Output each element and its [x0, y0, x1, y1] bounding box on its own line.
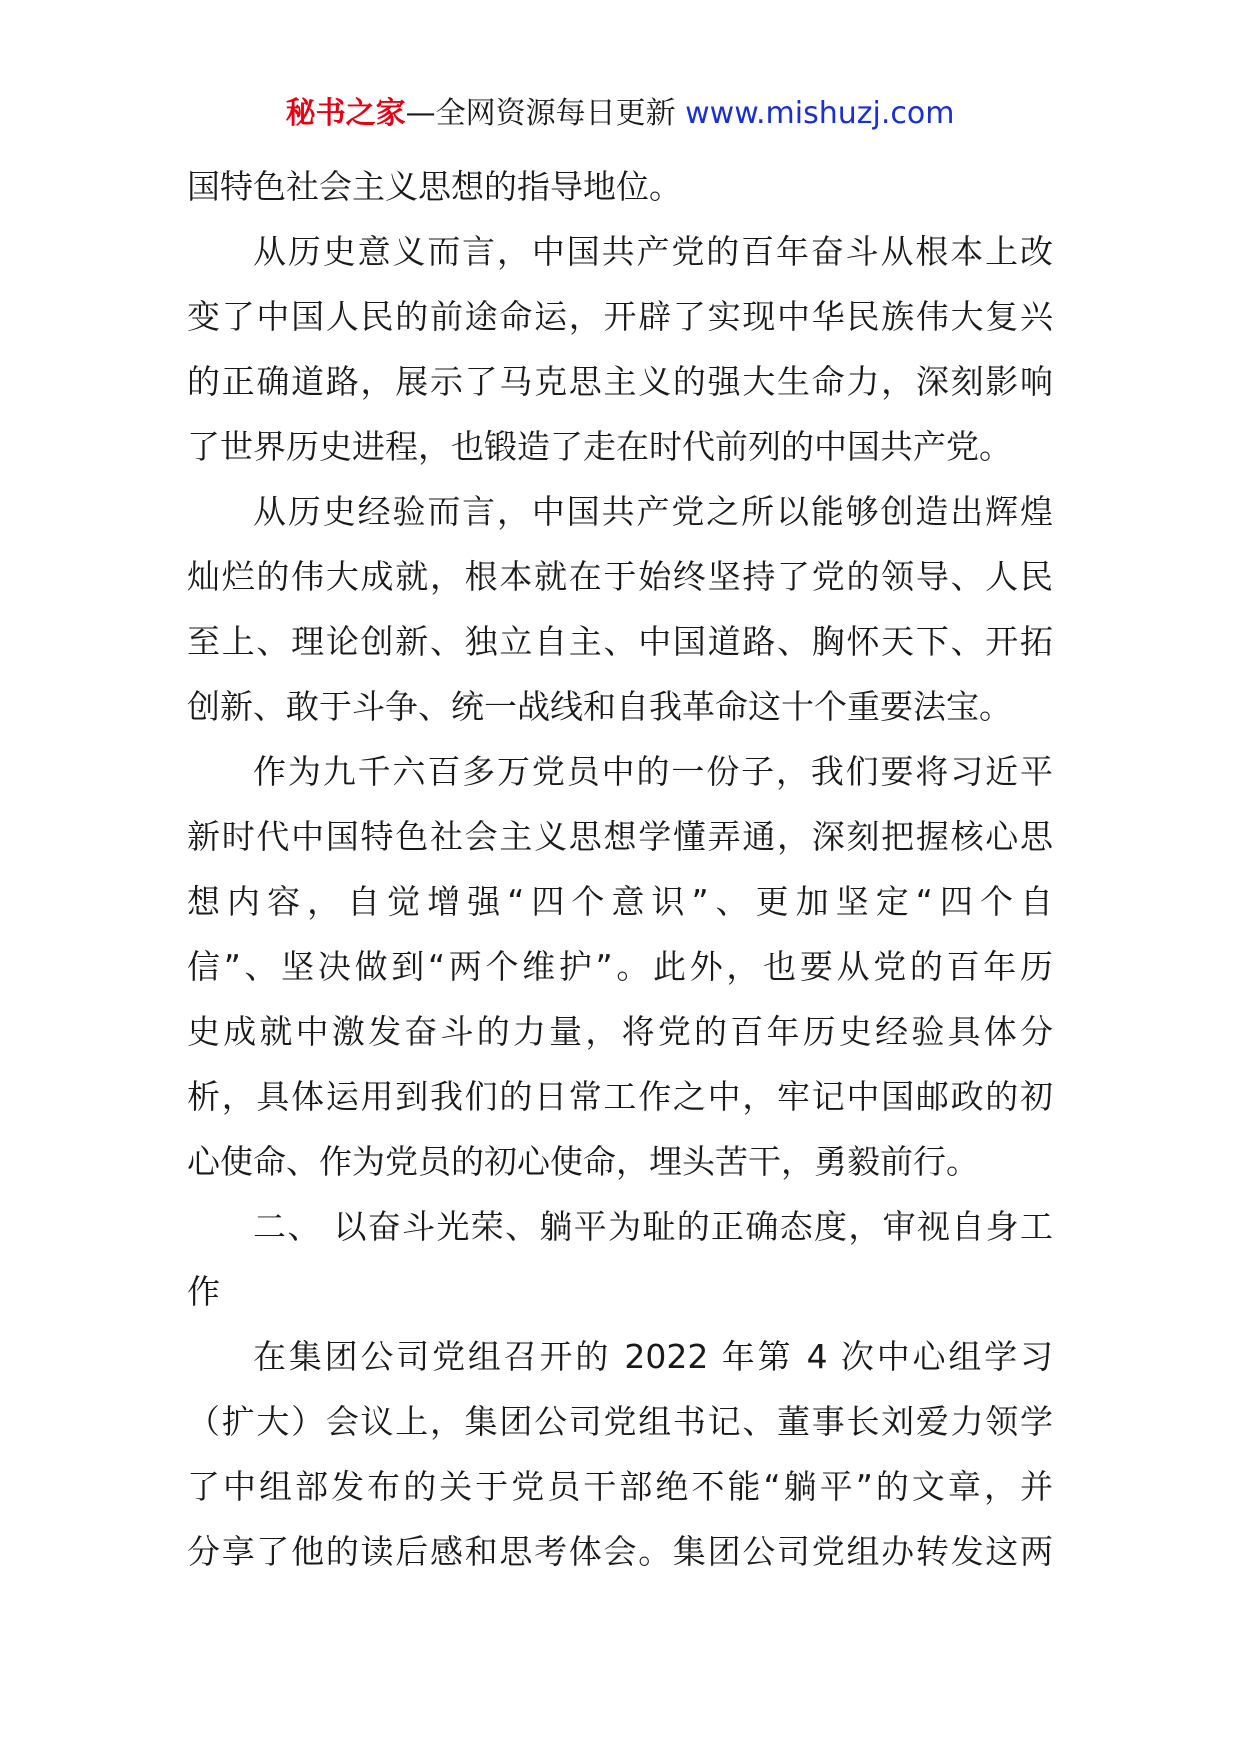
site-header: [0, 94, 1240, 134]
document-body: [187, 168, 1053, 1598]
text-line: 想内容，自觉增强“四个意识”、更加坚定“四个自: [187, 883, 1053, 921]
text-line: 了世界历史进程，也锻造了走在时代前列的中国共产党。: [187, 428, 1012, 466]
text-line: 的正确道路，展示了马克思主义的强大生命力，深刻影响: [187, 363, 1053, 401]
text-line: 至上、理论创新、独立自主、中国道路、胸怀天下、开拓: [187, 623, 1053, 661]
text-line: 分享了他的读后感和思考体会。集团公司党组办转发这两: [187, 1533, 1053, 1571]
brand-name: 秘书之家: [285, 96, 406, 131]
text-line: 在集团公司党组召开的 2022 年第 4 次中心组学习: [253, 1338, 1053, 1376]
text-line: （扩大）会议上，集团公司党组书记、董事长刘爱力领学: [187, 1403, 1053, 1441]
text-line: 信”、坚决做到“两个维护”。此外，也要从党的百年历: [187, 948, 1053, 986]
text-line: 新时代中国特色社会主义思想学懂弄通，深刻把握核心思: [187, 818, 1053, 856]
text-line: 二、 以奋斗光荣、躺平为耻的正确态度，审视自身工: [253, 1208, 1053, 1246]
text-line: 作为九千六百多万党员中的一份子，我们要将习近平: [253, 753, 1053, 791]
header-tagline: —全网资源每日更新: [405, 96, 676, 131]
text-line: 史成就中激发奋斗的力量，将党的百年历史经验具体分: [187, 1013, 1053, 1051]
text-line: 灿烂的伟大成就，根本就在于始终坚持了党的领导、人民: [187, 558, 1053, 596]
text-line: 析，具体运用到我们的日常工作之中，牢记中国邮政的初: [187, 1078, 1053, 1116]
site-url-link[interactable]: www.mishuzj.com: [685, 96, 955, 131]
text-line: 变了中国人民的前途命运，开辟了实现中华民族伟大复兴: [187, 298, 1053, 336]
text-line: 从历史经验而言，中国共产党之所以能够创造出辉煌: [253, 493, 1053, 531]
text-line: 从历史意义而言，中国共产党的百年奋斗从根本上改: [253, 233, 1053, 271]
text-line: 国特色社会主义思想的指导地位。: [187, 168, 682, 206]
text-line: 创新、敢于斗争、统一战线和自我革命这十个重要法宝。: [187, 688, 1012, 726]
text-line: 心使命、作为党员的初心使命，埋头苦干，勇毅前行。: [187, 1143, 979, 1181]
text-line: 作: [187, 1273, 220, 1311]
text-line: 了中组部发布的关于党员干部绝不能“躺平”的文章，并: [187, 1468, 1053, 1506]
